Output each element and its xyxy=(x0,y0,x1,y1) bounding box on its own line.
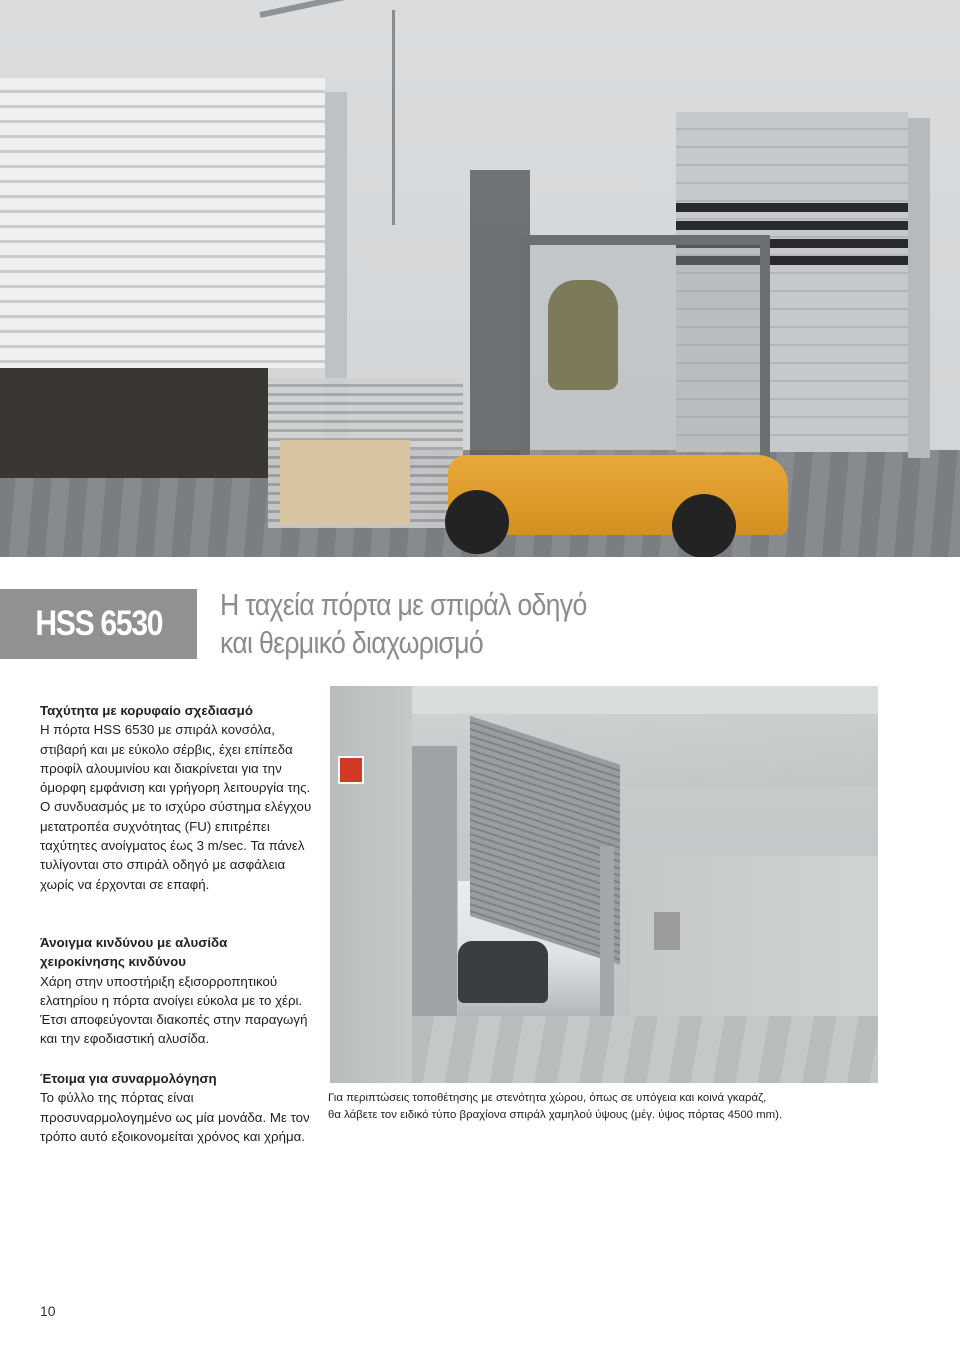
section-ready-assembly xyxy=(40,1069,315,1146)
forklift-driver xyxy=(548,280,618,390)
photo-caption xyxy=(328,1090,888,1125)
forklift-wheel-rear xyxy=(672,494,736,557)
headline-line-2: και θερμικό διαχωρισμό xyxy=(220,625,484,660)
model-name: HSS 6530 xyxy=(35,604,162,643)
pull-cord xyxy=(392,10,395,225)
parked-car xyxy=(458,941,548,1003)
rolling-door-left xyxy=(0,78,325,368)
page-headline xyxy=(220,586,839,662)
headline-line-1: Η ταχεία πόρτα με σπιράλ οδηγό xyxy=(220,587,587,622)
pallet-boxes xyxy=(280,440,410,525)
garage-wall-left xyxy=(330,686,412,1083)
section-body: Η πόρτα HSS 6530 με σπιράλ κονσόλα, στιβαρή και με εύκολο σέρβις, έχει επίπεδα προφίλ αλουμινίου και διακρίνεται για την όμορφη εμφάνιση και γρήγορη λειτουργία της. Ο συνδυασμός με το ισχύρο σύστημα ελέγχου μετατροπέα συχνότητας (FU) επιτρέπει ταχύτητες ανοίγματος έως 3 m/sec. Τα πάνελ τυλίγονται στο σπιράλ οδηγό με ασφάλεια χωρίς να έρχονται σε επαφή. xyxy=(40,722,312,892)
garage-floor xyxy=(412,1016,878,1083)
hero-photo-forklift xyxy=(0,0,960,557)
garage-door-photo xyxy=(330,686,878,1083)
model-label-box xyxy=(0,589,197,659)
caption-line-2: θα λάβετε τον ειδικό τύπο βραχίονα σπιράλ χαμηλού ύψους (μέγ. ύψος πόρτας 4500 mm). xyxy=(328,1109,783,1122)
fire-extinguisher-sign-icon xyxy=(338,756,364,784)
section-emergency-opening xyxy=(40,933,315,1049)
section-body: Το φύλλο της πόρτας είναι προσυναρμολογημένο ως μία μονάδα. Με τον τρόπο αυτό εξοικονομείται χρόνος και χρήμα. xyxy=(40,1090,310,1144)
forklift-wheel-front xyxy=(445,490,509,554)
section-heading: Ταχύτητα με κορυφαίο σχεδιασμό xyxy=(40,703,253,718)
door-frame-right xyxy=(908,118,930,458)
door-opening-left xyxy=(0,368,268,478)
section-body: Χάρη στην υποστήριξη εξισορροπητικού ελατηρίου η πόρτα ανοίγει εύκολα με το χέρι. Έτσι αποφεύγονται διακοπές στην παραγωγή και την εφοδιαστική αλυσίδα. xyxy=(40,973,308,1047)
section-heading: Άνοιγμα κινδύνου με αλυσίδα χειροκίνησης κινδύνου xyxy=(40,935,228,970)
door-vision-stripe xyxy=(676,203,908,212)
door-vision-stripe xyxy=(676,221,908,230)
section-speed-design xyxy=(40,701,315,894)
door-frame-left xyxy=(412,746,457,1046)
page-number: 10 xyxy=(40,1303,56,1319)
caption-line-1: Για περιπτώσεις τοποθέτησης με στενότητα χώρου, όπως σε υπόγεια και κοινά γκαράζ, xyxy=(328,1092,767,1104)
control-box xyxy=(654,912,680,950)
section-heading: Έτοιμα για συναρμολόγηση xyxy=(40,1071,217,1086)
ceiling-beam xyxy=(330,686,878,714)
